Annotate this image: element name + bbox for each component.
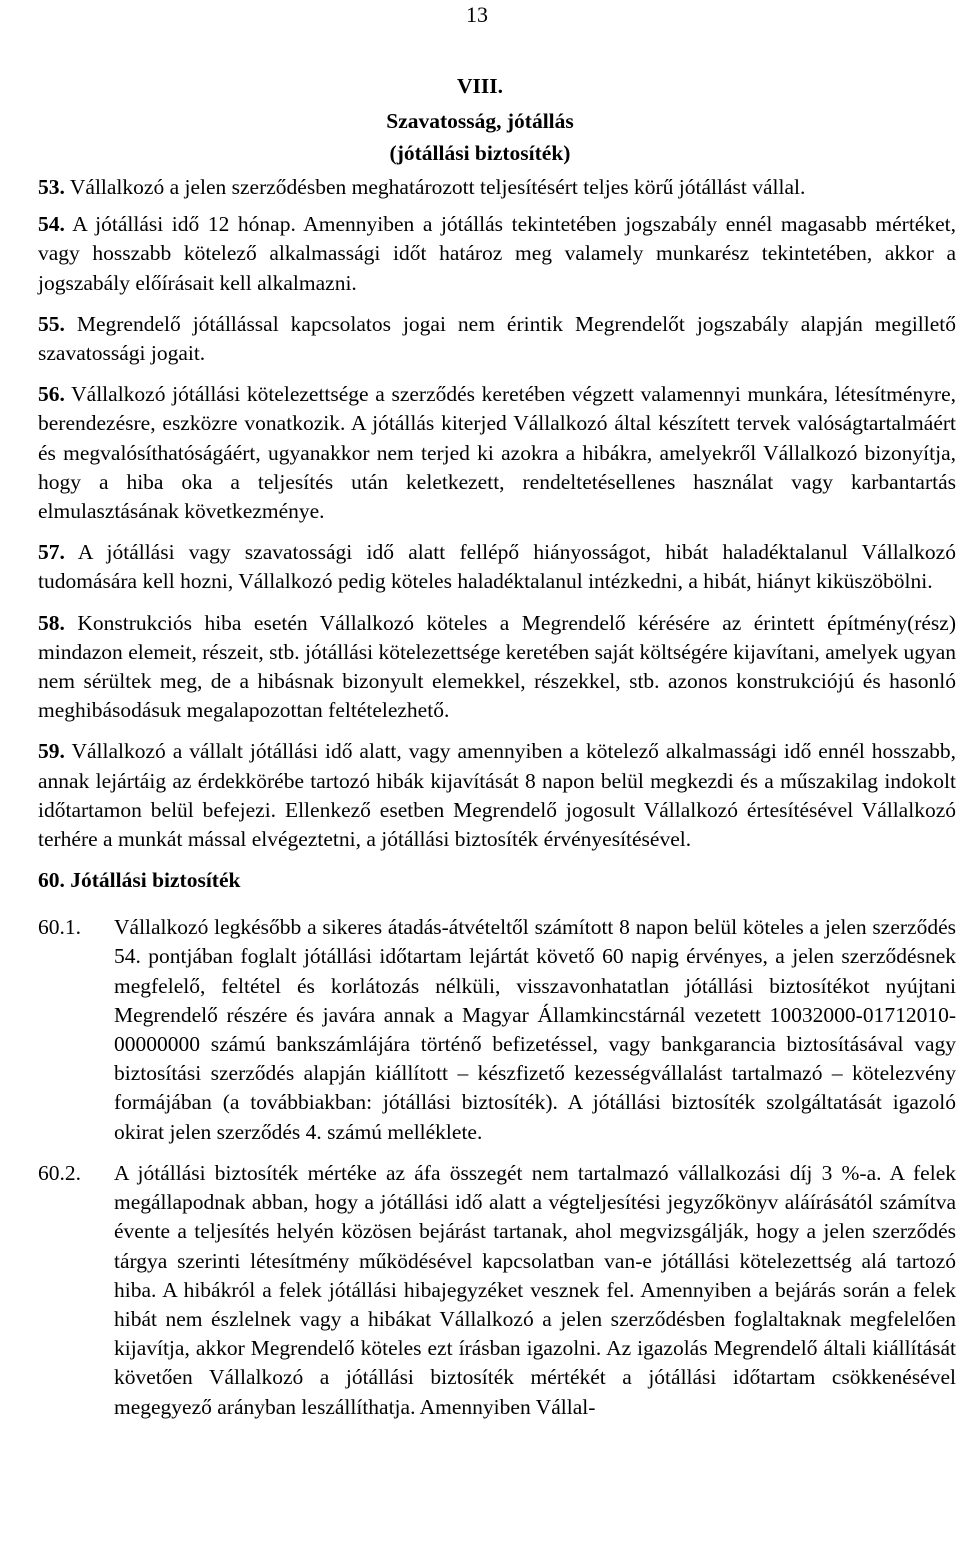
paragraph-57: [38, 538, 956, 596]
subsection-60-2: [38, 1159, 956, 1422]
chapter-number: VIII.: [456, 74, 503, 98]
section-title-text: Jótállási biztosíték: [70, 868, 241, 893]
paragraph-text: Vállalkozó jótállási kötelezettsége a szerződés keretében végzett valamennyi munkára, létesítményre, berendezésre, eszközre vonatkozik. A jótállás kiterjed Vállalkozó által készített tervek valóságtartalmáért és megvalósíthatóságáért, ugyanakkor nem terjed ki azokra a hibákra, amelyekről Vállalkozó bizonyítja, hogy a hiba oka a teljesítés után keletkezett, rendeltetésellenes használat vagy karbantartás elmulasztásának következménye.: [38, 382, 956, 524]
document-body: [38, 173, 956, 1434]
paragraph-text: Konstrukciós hiba esetén Vállalkozó köteles a Megrendelő kérésére az érintett építmény(rész) mindazon elemeit, részeit, stb. jótállási kötelezettsége keretében saját költségére kijavítani, amelyek ugyan nem sérültek meg, de a hibásnak bizonyult elemekkel, részekkel, stb. azonos konstrukciójú és hasonló meghibásodásuk megalapozottan feltételezhető.: [38, 610, 957, 723]
paragraph-number: 58.: [38, 610, 65, 635]
chapter-title: Szavatosság, jótállás: [386, 109, 574, 133]
paragraph-number: 59.: [38, 739, 65, 764]
paragraph-number: 53.: [38, 175, 65, 199]
paragraph-number: 55.: [38, 311, 65, 336]
subsection-60-1: [38, 913, 956, 1147]
section-60-title: [38, 866, 956, 895]
subsection-text: A jótállási biztosíték mértéke az áfa összegét nem tartalmazó vállalkozási díj 3 %-a. A felek megállapodnak abban, hogy a jótállási idő alatt a végteljesítési jegyzőkönyv aláírásától számítva évente a teljesítés helyén közösen bejárást tartanak, ahol megvizsgálják, hogy a jelen szerződés tárgya szerinti létesítmény működésével kapcsolatban van-e jótállási kötelezettség alá tartozó hiba. A hibákról a felek jótállási hibajegyzéket vesznek fel. Amennyiben a bejárás során a felek hibát nem észlelnek vagy a hibákat Vállalkozó a jelen szerződésben foglaltaknak megfelelően kijavítja, akkor Megrendelő köteles ezt írásban igazolni. Az igazolás Megrendelő általi kiállítását követően Vállalkozó a jótállási biztosíték mértékét a jótállási időtartam csökkenésével megegyező arányban leszállíthatja. Amennyiben Vállal-: [114, 1160, 956, 1419]
paragraph-text: Megrendelő jótállással kapcsolatos jogai nem érintik Megrendelőt jogszabály alapján megillető szavatossági jogait.: [38, 311, 956, 366]
paragraph-58: [38, 609, 956, 726]
paragraph-text: Vállalkozó a vállalt jótállási idő alatt, vagy amennyiben a kötelező alkalmassági idő ennél hosszabb, annak lejártáig az érdekkörébe tartozó hibák kijavítását 8 napon belül megkezdi és a műszakilag indokolt időtartamon belül befejezi. Ellenkező esetben Megrendelő jogosult Vállalkozó értesítésével Vállalkozó terhére a munkát mással elvégeztetni, a jótállási biztosíték érvényesítésével.: [38, 739, 956, 852]
paragraph-54: [38, 210, 956, 298]
paragraph-text: A jótállási vagy szavatossági idő alatt fellépő hiányosságot, hibát haladéktalanul Vállalkozó tudomására kell hozni, Vállalkozó pedig köteles haladéktalanul intézkedni, a hibát, hiányt kiküszöbölni.: [38, 540, 956, 594]
subsection-number: 60.2.: [38, 1160, 81, 1185]
section-number: 60.: [38, 868, 65, 893]
paragraph-59: [38, 737, 956, 854]
subsection-number: 60.1.: [38, 915, 81, 940]
chapter-subtitle: (jótállási biztosíték): [389, 141, 571, 165]
paragraph-53: [38, 173, 956, 202]
page-number: 13: [466, 2, 488, 27]
paragraph-56: [38, 380, 956, 526]
paragraph-number: 56.: [38, 382, 65, 407]
paragraph-text: Vállalkozó a jelen szerződésben meghatározott teljesítésért teljes körű jótállást vállal.: [69, 175, 806, 199]
paragraph-number: 57.: [38, 540, 65, 565]
subsection-text: Vállalkozó legkésőbb a sikeres átadás-átvételtől számított 8 napon belül köteles a jelen szerződés 54. pontjában foglalt jótállási időtartam lejártát követő 60 napig érvényes, a jelen szerződésnek megfelelő, feltétel és korlátozás nélküli, visszavonhatatlan jótállási biztosítékot nyújtani Megrendelő részére és javára annak a Magyar Államkincstárnál vezetett 10032000-01712010-00000000 számú bankszámlájára történő befizetéssel, vagy bankgarancia biztosításával vagy biztosítási szerződés alapján kiállított – készfizető kezességvállalást tartalmazó – kötelezvény formájában (a továbbiakban: jótállási biztosíték). A jótállási biztosíték szolgáltatását igazoló okirat jelen szerződés 4. számú melléklete.: [114, 915, 956, 1144]
paragraph-text: A jótállási idő 12 hónap. Amennyiben a jótállás tekintetében jogszabály ennél magasabb mértéket, vagy hosszabb kötelező alkalmassági időt határoz meg valamely munkarész tekintetében, akkor a jogszabály előírásait kell alkalmazni.: [38, 212, 956, 295]
paragraph-number: 54.: [38, 212, 65, 237]
paragraph-55: [38, 310, 956, 368]
